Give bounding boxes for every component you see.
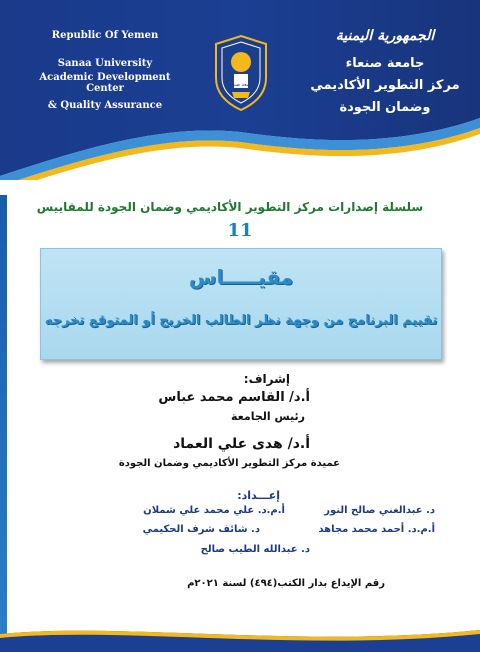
supervisor-role-2: عميدة مركز التطوير الأكاديمي وضمان الجودة — [118, 458, 340, 469]
series-number: 11 — [227, 220, 253, 241]
header-en-quality: & Quality Assurance — [47, 100, 163, 111]
header-en-center: Academic Development Center — [39, 72, 171, 94]
header-ar-quality: وضمان الجودة — [339, 100, 431, 115]
footer-wave — [0, 622, 480, 652]
scale-subtitle: تقييم البرنامج من وجهة نظر الطالب الخريج أو المتوقع تخرجه — [44, 313, 438, 328]
supervision-label: إشراف: — [243, 372, 290, 386]
header-banner — [0, 0, 480, 180]
supervisor-name-2: أ.د/ هدى علي العماد — [173, 436, 310, 452]
logo-text: جامعة صنعاء — [227, 82, 255, 88]
preparer-4: د. شائف شرف الحكيمي — [142, 524, 260, 535]
preparer-1: د. عبدالغني صالح النور — [324, 505, 435, 516]
left-accent-bar — [0, 195, 7, 652]
shield-icon — [214, 34, 268, 112]
scale-title: مقيـــــاس — [188, 265, 294, 289]
series-title: سلسلة إصدارات مركز التطوير الأكاديمي وضمان الجودة للمقاييس — [36, 200, 424, 214]
university-logo — [214, 34, 268, 112]
supervisor-role-1: رئيس الجامعة — [231, 410, 305, 423]
preparer-2: أ.م.د. علي محمد علي شملان — [143, 505, 285, 516]
preparation-label: إعـــداد: — [237, 489, 280, 502]
deposit-number: رقم الإيداع بدار الكتب(٤٩٤) لسنة ٢٠٢١م — [187, 578, 385, 589]
header-ar-country: الجمهورية اليمنية — [335, 28, 435, 44]
preparer-3: أ.م.د. أحمد محمد مجاهد — [318, 524, 435, 535]
header-en-country: Republic Of Yemen — [51, 30, 159, 41]
supervisor-name-1: أ.د/ القاسم محمد عباس — [158, 390, 310, 405]
header-en-university: Sanaa University — [57, 58, 153, 69]
title-box — [40, 248, 442, 360]
header-ar-university: جامعة صنعاء — [345, 56, 425, 71]
header-ar-center: مركز التطوير الأكاديمي — [310, 78, 460, 93]
preparer-5: د. عبدالله الطيب صالح — [200, 544, 310, 555]
